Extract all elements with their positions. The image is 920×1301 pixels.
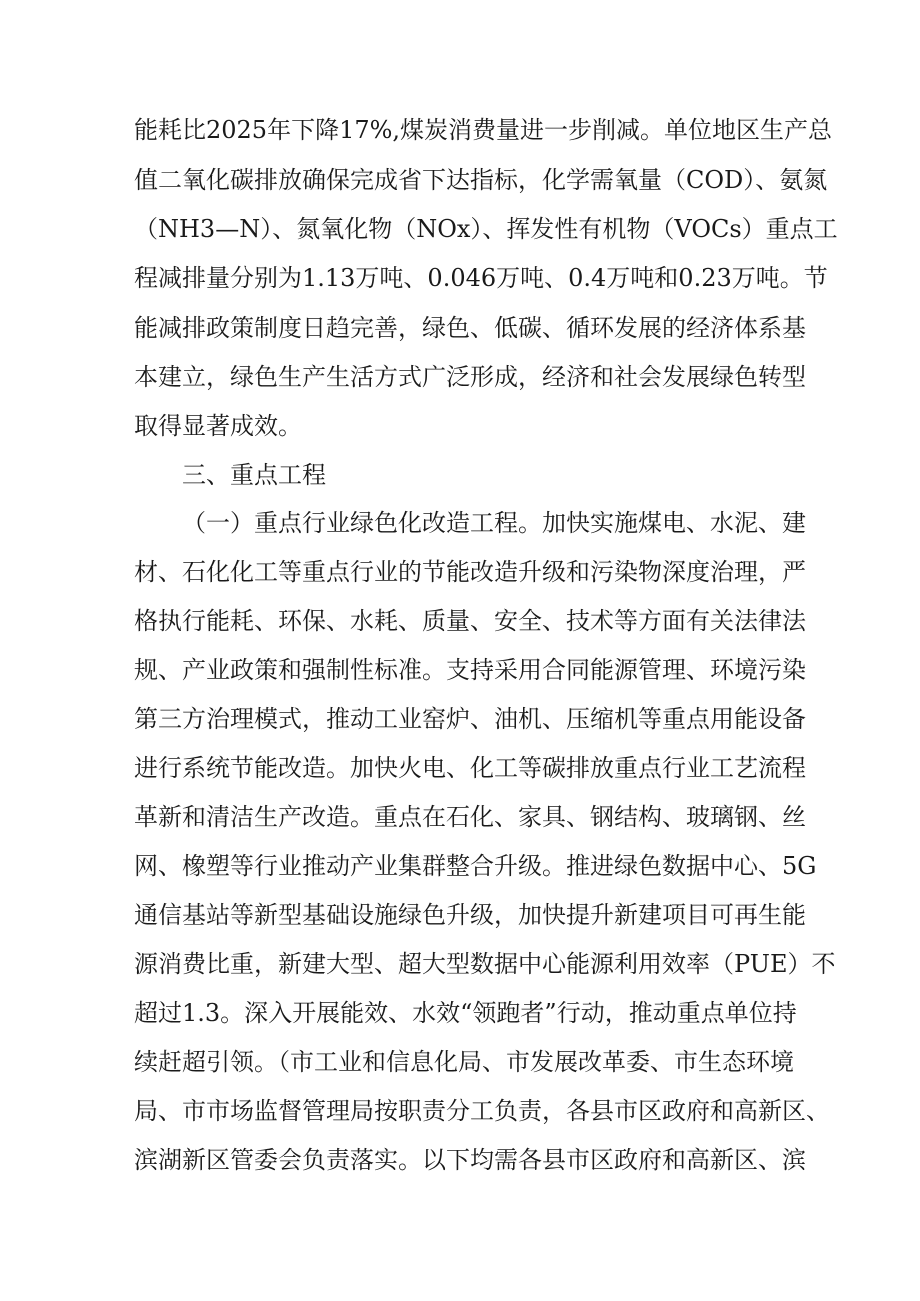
paragraph-line: 革新和清洁生产改造。重点在石化、家具、钢结构、玻璃钢、丝: [134, 803, 806, 831]
text-line: 值二氧化碳排放确保完成省下达指标，化学需氧量（COD）、氨氮: [134, 166, 828, 194]
text-line: 能耗比2025年下降17%,煤炭消费量进一步削减。单位地区生产总: [134, 116, 833, 144]
paragraph-line: 通信基站等新型基础设施绿色升级，加快提升新建项目可再生能: [134, 901, 806, 929]
paragraph-line: 局、市市场监督管理局按职责分工负责，各县市区政府和高新区、: [134, 1097, 830, 1125]
paragraph-line: 续赶超引领。（市工业和信息化局、市发展改革委、市生态环境: [134, 1048, 794, 1076]
paragraph-line: 网、橡塑等行业推动产业集群整合升级。推进绿色数据中心、5G: [134, 852, 817, 880]
paragraph-line: 材、石化化工等重点行业的节能改造升级和污染物深度治理，严: [134, 558, 806, 586]
section-heading: 三、重点工程: [182, 461, 326, 489]
paragraph-line: 规、产业政策和强制性标准。支持采用合同能源管理、环境污染: [134, 656, 806, 684]
text-line: 本建立，绿色生产生活方式广泛形成，经济和社会发展绿色转型: [134, 363, 806, 391]
paragraph-line: （一）重点行业绿色化改造工程。加快实施煤电、水泥、建: [182, 509, 806, 537]
paragraph-line: 第三方治理模式，推动工业窑炉、油机、压缩机等重点用能设备: [134, 705, 806, 733]
text-line: （NH3—N）、氮氧化物（NOx）、挥发性有机物（VOCs）重点工: [134, 215, 838, 243]
text-line: 程减排量分别为1.13万吨、0.046万吨、0.4万吨和0.23万吨。节: [134, 264, 828, 292]
paragraph-line: 格执行能耗、环保、水耗、质量、安全、技术等方面有关法律法: [134, 607, 806, 635]
paragraph-line: 超过1.3。深入开展能效、水效“领跑者”行动，推动重点单位持: [134, 999, 797, 1027]
text-line: 能减排政策制度日趋完善，绿色、低碳、循环发展的经济体系基: [134, 314, 806, 342]
text-line: 取得显著成效。: [134, 412, 302, 440]
paragraph-line: 进行系统节能改造。加快火电、化工等碳排放重点行业工艺流程: [134, 754, 806, 782]
paragraph-line: 滨湖新区管委会负责落实。以下均需各县市区政府和高新区、滨: [134, 1146, 806, 1174]
paragraph-line: 源消费比重，新建大型、超大型数据中心能源利用效率（PUE）不: [134, 950, 836, 978]
